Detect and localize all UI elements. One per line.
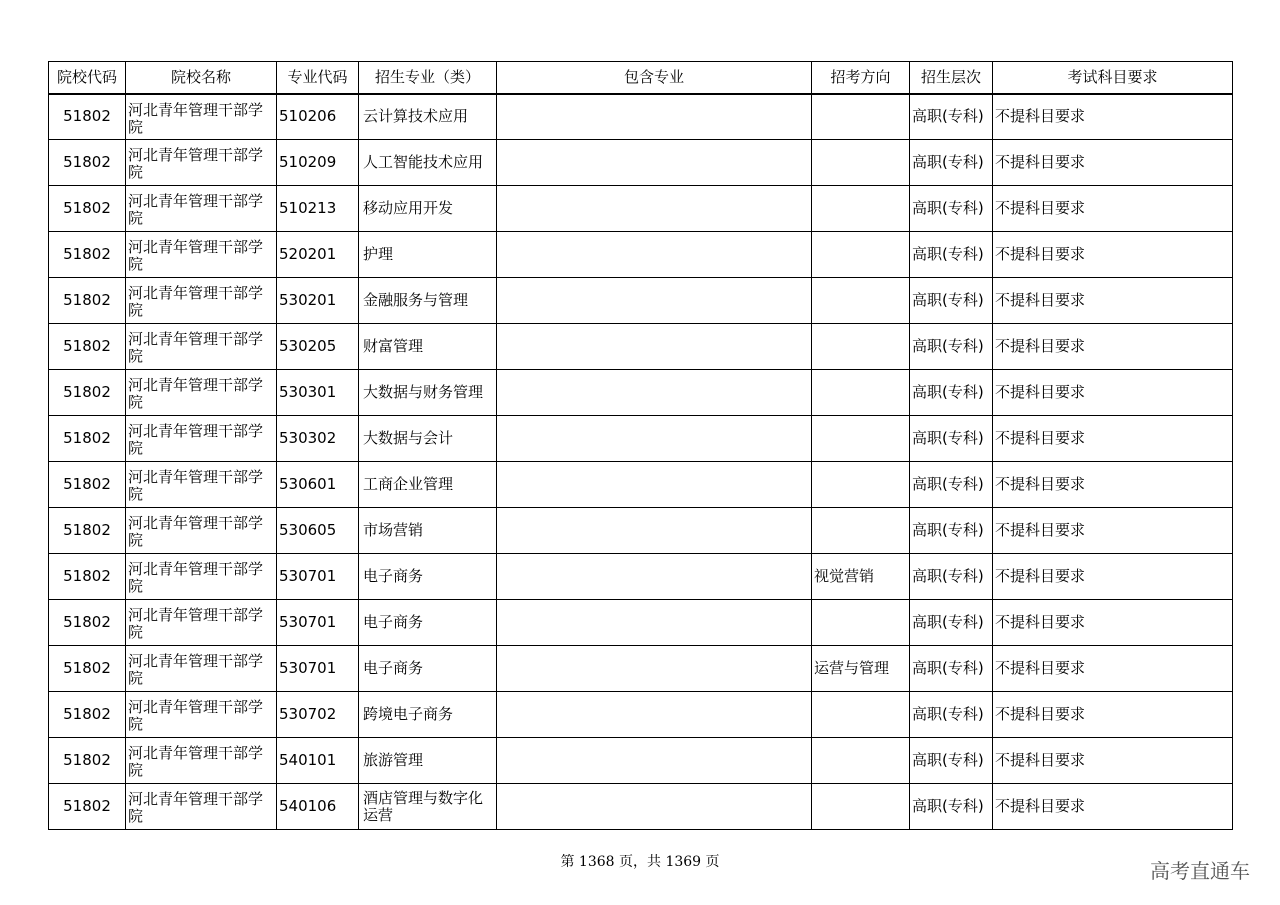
cell-requirement: 不提科目要求 <box>993 692 1233 738</box>
cell-school-name: 河北青年管理干部学院 <box>126 370 277 416</box>
cell-major-code: 510206 <box>277 94 359 140</box>
cell-included-majors <box>497 600 812 646</box>
cell-major: 旅游管理 <box>359 738 497 784</box>
cell-level: 高职(专科) <box>910 416 993 462</box>
cell-school-code: 51802 <box>49 186 126 232</box>
cell-major-code: 530205 <box>277 324 359 370</box>
cell-school-code: 51802 <box>49 646 126 692</box>
cell-included-majors <box>497 508 812 554</box>
header-requirement: 考试科目要求 <box>993 62 1233 94</box>
cell-school-name: 河北青年管理干部学院 <box>126 232 277 278</box>
cell-major: 财富管理 <box>359 324 497 370</box>
table-header-row <box>49 62 1233 94</box>
cell-direction <box>812 232 910 278</box>
cell-major-code: 530701 <box>277 646 359 692</box>
cell-school-name: 河北青年管理干部学院 <box>126 738 277 784</box>
cell-major: 移动应用开发 <box>359 186 497 232</box>
cell-major: 人工智能技术应用 <box>359 140 497 186</box>
watermark: 高考直通车 <box>1150 859 1250 883</box>
cell-level: 高职(专科) <box>910 324 993 370</box>
page-footer: 第 1368 页，共 1369 页 <box>560 854 720 870</box>
cell-major-code: 530605 <box>277 508 359 554</box>
cell-level: 高职(专科) <box>910 94 993 140</box>
cell-direction <box>812 416 910 462</box>
cell-direction <box>812 94 910 140</box>
cell-major: 工商企业管理 <box>359 462 497 508</box>
cell-level: 高职(专科) <box>910 278 993 324</box>
cell-school-code: 51802 <box>49 140 126 186</box>
cell-school-name: 河北青年管理干部学院 <box>126 508 277 554</box>
table-row <box>49 738 1233 784</box>
cell-included-majors <box>497 738 812 784</box>
cell-included-majors <box>497 462 812 508</box>
table-row <box>49 370 1233 416</box>
cell-major: 云计算技术应用 <box>359 94 497 140</box>
cell-school-name: 河北青年管理干部学院 <box>126 324 277 370</box>
table-body <box>49 94 1233 830</box>
cell-major-code: 540101 <box>277 738 359 784</box>
table-row <box>49 186 1233 232</box>
cell-major-code: 530601 <box>277 462 359 508</box>
header-included-majors: 包含专业 <box>497 62 812 94</box>
table-row <box>49 784 1233 830</box>
cell-school-code: 51802 <box>49 370 126 416</box>
table-row <box>49 600 1233 646</box>
header-level: 招生层次 <box>910 62 993 94</box>
cell-major-code: 530701 <box>277 600 359 646</box>
cell-major: 跨境电子商务 <box>359 692 497 738</box>
cell-school-code: 51802 <box>49 692 126 738</box>
cell-level: 高职(专科) <box>910 692 993 738</box>
cell-requirement: 不提科目要求 <box>993 232 1233 278</box>
cell-school-name: 河北青年管理干部学院 <box>126 462 277 508</box>
cell-requirement: 不提科目要求 <box>993 324 1233 370</box>
cell-requirement: 不提科目要求 <box>993 784 1233 830</box>
cell-level: 高职(专科) <box>910 232 993 278</box>
cell-level: 高职(专科) <box>910 140 993 186</box>
cell-included-majors <box>497 646 812 692</box>
cell-major-code: 530301 <box>277 370 359 416</box>
cell-school-name: 河北青年管理干部学院 <box>126 646 277 692</box>
table-row <box>49 140 1233 186</box>
cell-major-code: 520201 <box>277 232 359 278</box>
cell-major: 护理 <box>359 232 497 278</box>
cell-requirement: 不提科目要求 <box>993 140 1233 186</box>
cell-direction <box>812 738 910 784</box>
cell-major-code: 510213 <box>277 186 359 232</box>
cell-level: 高职(专科) <box>910 508 993 554</box>
cell-included-majors <box>497 186 812 232</box>
cell-major: 市场营销 <box>359 508 497 554</box>
cell-major: 电子商务 <box>359 646 497 692</box>
cell-major-code: 530201 <box>277 278 359 324</box>
cell-requirement: 不提科目要求 <box>993 554 1233 600</box>
cell-level: 高职(专科) <box>910 370 993 416</box>
header-school-name: 院校名称 <box>126 62 277 94</box>
cell-school-name: 河北青年管理干部学院 <box>126 600 277 646</box>
cell-major: 电子商务 <box>359 600 497 646</box>
admissions-table <box>48 61 1233 830</box>
cell-school-code: 51802 <box>49 600 126 646</box>
cell-requirement: 不提科目要求 <box>993 462 1233 508</box>
cell-school-name: 河北青年管理干部学院 <box>126 692 277 738</box>
cell-school-code: 51802 <box>49 508 126 554</box>
table-row <box>49 462 1233 508</box>
cell-included-majors <box>497 554 812 600</box>
cell-school-code: 51802 <box>49 738 126 784</box>
cell-level: 高职(专科) <box>910 646 993 692</box>
cell-requirement: 不提科目要求 <box>993 600 1233 646</box>
cell-requirement: 不提科目要求 <box>993 94 1233 140</box>
cell-school-code: 51802 <box>49 94 126 140</box>
cell-included-majors <box>497 94 812 140</box>
table-row <box>49 646 1233 692</box>
cell-school-code: 51802 <box>49 278 126 324</box>
cell-school-name: 河北青年管理干部学院 <box>126 140 277 186</box>
table-row <box>49 232 1233 278</box>
table-row <box>49 692 1233 738</box>
cell-school-name: 河北青年管理干部学院 <box>126 94 277 140</box>
cell-major: 大数据与财务管理 <box>359 370 497 416</box>
cell-major-code: 530702 <box>277 692 359 738</box>
cell-level: 高职(专科) <box>910 600 993 646</box>
table-row <box>49 554 1233 600</box>
header-direction: 招考方向 <box>812 62 910 94</box>
cell-direction <box>812 600 910 646</box>
cell-major-code: 530701 <box>277 554 359 600</box>
cell-school-name: 河北青年管理干部学院 <box>126 186 277 232</box>
cell-school-code: 51802 <box>49 462 126 508</box>
cell-requirement: 不提科目要求 <box>993 370 1233 416</box>
cell-requirement: 不提科目要求 <box>993 646 1233 692</box>
cell-requirement: 不提科目要求 <box>993 416 1233 462</box>
cell-direction <box>812 462 910 508</box>
cell-included-majors <box>497 232 812 278</box>
cell-included-majors <box>497 324 812 370</box>
cell-direction <box>812 508 910 554</box>
cell-school-name: 河北青年管理干部学院 <box>126 784 277 830</box>
cell-direction <box>812 692 910 738</box>
cell-school-code: 51802 <box>49 554 126 600</box>
cell-included-majors <box>497 416 812 462</box>
header-major: 招生专业（类） <box>359 62 497 94</box>
cell-level: 高职(专科) <box>910 462 993 508</box>
cell-direction <box>812 278 910 324</box>
cell-direction: 视觉营销 <box>812 554 910 600</box>
header-school-code: 院校代码 <box>49 62 126 94</box>
cell-direction <box>812 186 910 232</box>
cell-school-name: 河北青年管理干部学院 <box>126 278 277 324</box>
cell-level: 高职(专科) <box>910 784 993 830</box>
cell-major-code: 530302 <box>277 416 359 462</box>
cell-included-majors <box>497 370 812 416</box>
cell-school-code: 51802 <box>49 784 126 830</box>
cell-included-majors <box>497 278 812 324</box>
cell-requirement: 不提科目要求 <box>993 508 1233 554</box>
cell-requirement: 不提科目要求 <box>993 186 1233 232</box>
cell-major: 金融服务与管理 <box>359 278 497 324</box>
cell-school-name: 河北青年管理干部学院 <box>126 416 277 462</box>
cell-major-code: 540106 <box>277 784 359 830</box>
table-row <box>49 324 1233 370</box>
table-row <box>49 94 1233 140</box>
cell-requirement: 不提科目要求 <box>993 738 1233 784</box>
cell-direction <box>812 784 910 830</box>
cell-direction: 运营与管理 <box>812 646 910 692</box>
cell-school-code: 51802 <box>49 232 126 278</box>
cell-major: 酒店管理与数字化运营 <box>359 784 497 830</box>
table-row <box>49 416 1233 462</box>
table-row <box>49 508 1233 554</box>
cell-major: 电子商务 <box>359 554 497 600</box>
cell-level: 高职(专科) <box>910 554 993 600</box>
cell-school-code: 51802 <box>49 324 126 370</box>
cell-direction <box>812 140 910 186</box>
cell-school-code: 51802 <box>49 416 126 462</box>
header-major-code: 专业代码 <box>277 62 359 94</box>
cell-school-name: 河北青年管理干部学院 <box>126 554 277 600</box>
cell-direction <box>812 324 910 370</box>
table-row <box>49 278 1233 324</box>
cell-level: 高职(专科) <box>910 186 993 232</box>
cell-requirement: 不提科目要求 <box>993 278 1233 324</box>
cell-major-code: 510209 <box>277 140 359 186</box>
cell-included-majors <box>497 692 812 738</box>
cell-included-majors <box>497 784 812 830</box>
cell-direction <box>812 370 910 416</box>
cell-included-majors <box>497 140 812 186</box>
cell-major: 大数据与会计 <box>359 416 497 462</box>
cell-level: 高职(专科) <box>910 738 993 784</box>
